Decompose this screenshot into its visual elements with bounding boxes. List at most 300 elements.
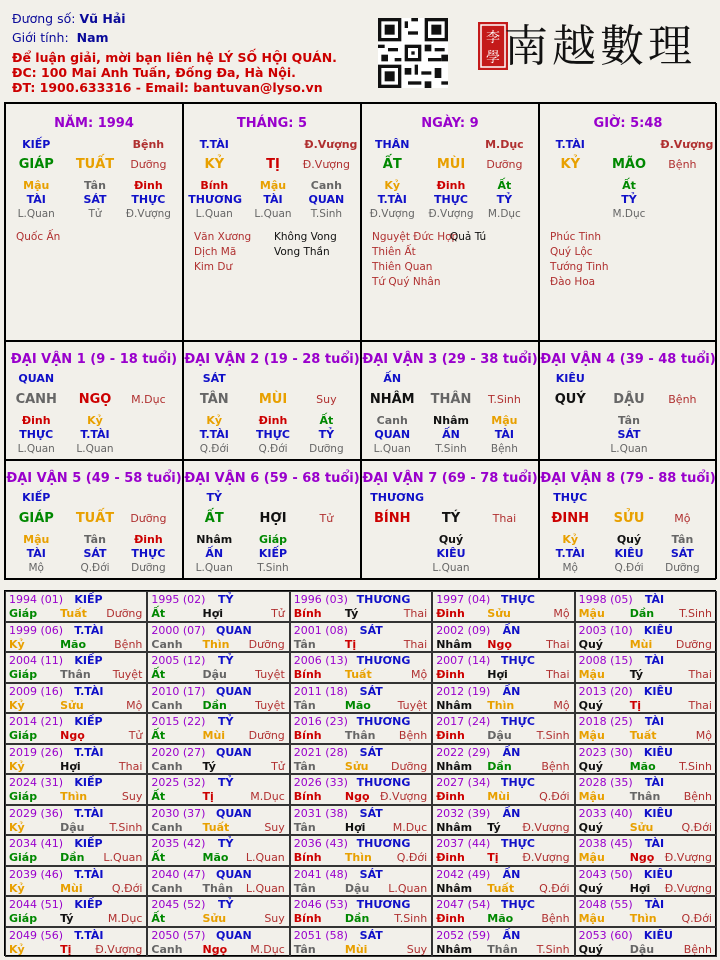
hidden-ten-god: T.TÀI bbox=[199, 428, 229, 441]
contact-line: Để luận giải, mời bạn liên hệ LÝ SỐ HỘI QUÁN. bbox=[12, 50, 337, 65]
year-cell[interactable] bbox=[147, 622, 289, 653]
year-cell[interactable] bbox=[432, 774, 574, 805]
year-stem: Kỷ bbox=[9, 759, 25, 773]
year-phase: Bệnh bbox=[683, 790, 712, 803]
year-ten-god: KIẾP bbox=[74, 837, 103, 850]
year-stem: Canh bbox=[151, 698, 183, 712]
year-phase: Đ.Vượng bbox=[95, 942, 143, 956]
ten-god-label: KIÊU bbox=[555, 372, 585, 385]
year-cell[interactable] bbox=[432, 866, 574, 897]
year-ten-god: THỰC bbox=[500, 654, 535, 667]
year-stem: Quý bbox=[578, 942, 603, 956]
year-cell[interactable] bbox=[432, 835, 574, 866]
year-cell[interactable] bbox=[147, 713, 289, 744]
year-phase: Q.Đới bbox=[681, 912, 712, 925]
cell-title: ĐẠI VẬN 2 (19 - 28 tuổi) bbox=[184, 352, 360, 367]
hidden-ten-god: KIÊU bbox=[614, 547, 644, 560]
year-label: 2033 (40) bbox=[578, 806, 633, 820]
star-item: Phúc Tinh bbox=[550, 231, 602, 243]
year-cell[interactable] bbox=[147, 683, 289, 714]
year-cell[interactable] bbox=[5, 927, 147, 958]
year-branch: Tuất bbox=[202, 820, 230, 834]
hidden-ten-god: THƯƠNG bbox=[188, 193, 242, 206]
year-ten-god: KIÊU bbox=[643, 684, 673, 698]
dai-van-cell[interactable] bbox=[539, 341, 717, 460]
year-ten-god: TỶ bbox=[218, 654, 234, 667]
stars-left bbox=[194, 230, 251, 275]
year-label: 2036 (43) bbox=[293, 837, 348, 850]
year-phase: Thai bbox=[546, 668, 570, 681]
year-label: 2010 (17) bbox=[151, 684, 206, 698]
star-item: Vong Thần bbox=[274, 246, 330, 258]
hidden-phase: T.Sinh bbox=[310, 208, 343, 220]
year-branch: Dần bbox=[202, 698, 227, 712]
year-cell[interactable] bbox=[575, 927, 717, 958]
year-branch: Thân bbox=[344, 729, 376, 742]
year-cell[interactable] bbox=[5, 835, 147, 866]
year-branch: Ngọ bbox=[202, 942, 228, 956]
year-branch: Dậu bbox=[202, 668, 227, 681]
earthly-branch: THÂN bbox=[430, 392, 472, 407]
hidden-ten-god: ẤN bbox=[442, 428, 460, 441]
star-item: Tướng Tinh bbox=[550, 261, 609, 273]
year-phase: Đ.Vượng bbox=[664, 851, 712, 864]
dai-van-cell[interactable] bbox=[361, 341, 539, 460]
year-phase: Mộ bbox=[553, 607, 570, 620]
hidden-ten-god: KIẾP bbox=[258, 547, 288, 560]
year-stem: Ất bbox=[151, 668, 166, 681]
ten-god-label: KIẾP bbox=[22, 138, 51, 151]
year-ten-god: THỰC bbox=[500, 776, 535, 789]
year-branch: Hợi bbox=[60, 759, 81, 773]
year-cell[interactable] bbox=[290, 744, 432, 775]
year-ten-god: TÀI bbox=[644, 898, 665, 911]
hidden-ten-god: QUAN bbox=[374, 428, 411, 441]
year-ten-god: T.TÀI bbox=[74, 745, 104, 759]
year-stem: Đinh bbox=[436, 851, 465, 864]
year-ten-god: THƯƠNG bbox=[356, 898, 411, 911]
ten-god-label: ẤN bbox=[383, 372, 402, 385]
year-branch: Tị bbox=[202, 790, 214, 803]
year-cell[interactable] bbox=[290, 896, 432, 927]
life-phase: Bệnh bbox=[668, 158, 697, 171]
hidden-stem: Ất bbox=[319, 414, 334, 427]
year-cell[interactable] bbox=[575, 591, 717, 622]
year-cell[interactable] bbox=[5, 683, 147, 714]
dai-van-cell[interactable] bbox=[361, 460, 539, 579]
year-label: 2046 (53) bbox=[293, 898, 348, 911]
year-branch: Hợi bbox=[629, 881, 651, 895]
hidden-phase: Q.Đới bbox=[199, 443, 229, 455]
life-phase: Bệnh bbox=[668, 393, 697, 406]
stars-left bbox=[550, 230, 608, 290]
year-label: 2004 (11) bbox=[9, 654, 64, 667]
year-cell[interactable] bbox=[432, 683, 574, 714]
year-phase: Suy bbox=[264, 820, 285, 834]
hidden-ten-god: TỶ bbox=[318, 428, 335, 441]
year-phase: M.Dục bbox=[107, 912, 143, 925]
year-ten-god: T.TÀI bbox=[74, 806, 104, 820]
hidden-phase: M.Dục bbox=[487, 208, 521, 220]
year-phase: Suy bbox=[264, 912, 285, 925]
year-label: 2024 (31) bbox=[9, 776, 64, 789]
year-phase: Bệnh bbox=[114, 637, 143, 651]
year-stem: Đinh bbox=[436, 912, 465, 925]
year-branch: Ngọ bbox=[629, 851, 655, 864]
year-ten-god: KIẾP bbox=[74, 654, 103, 667]
year-ten-god: TỶ bbox=[218, 776, 234, 789]
year-branch: Mùi bbox=[487, 790, 510, 803]
year-ten-god: SÁT bbox=[359, 684, 383, 698]
year-stem: Giáp bbox=[9, 912, 38, 925]
hidden-stem: Canh bbox=[310, 179, 342, 192]
hidden-phase: L.Quan bbox=[17, 443, 55, 455]
year-ten-god: QUAN bbox=[216, 684, 252, 698]
hidden-ten-god: TỶ bbox=[496, 193, 513, 206]
heavenly-stem: TÂN bbox=[199, 392, 229, 407]
cell-title: NĂM: 1994 bbox=[54, 116, 134, 131]
hidden-phase: L.Quan bbox=[610, 443, 648, 455]
year-cell[interactable] bbox=[575, 622, 717, 653]
year-stem: Canh bbox=[151, 759, 183, 773]
year-ten-god: SÁT bbox=[359, 745, 383, 759]
year-ten-god: KIÊU bbox=[643, 867, 673, 881]
hidden-phase: Q.Đới bbox=[258, 443, 288, 455]
year-ten-god: TỶ bbox=[218, 837, 234, 850]
year-branch: Dần bbox=[60, 851, 85, 864]
year-phase: Q.Đới bbox=[111, 881, 143, 895]
year-cell[interactable] bbox=[5, 896, 147, 927]
dai-van-cell[interactable] bbox=[539, 460, 717, 579]
year-label: 2044 (51) bbox=[9, 898, 64, 911]
year-branch: Mão bbox=[629, 759, 656, 773]
hidden-stem: Kỷ bbox=[384, 179, 401, 192]
year-stem: Canh bbox=[151, 637, 183, 651]
year-cell[interactable] bbox=[5, 866, 147, 897]
year-stem: Bính bbox=[293, 912, 322, 925]
heavenly-stem: ẤT bbox=[382, 157, 402, 172]
year-branch: Tị bbox=[487, 851, 499, 864]
year-branch: Tý bbox=[629, 668, 644, 681]
year-cell[interactable] bbox=[432, 622, 574, 653]
year-phase: Tuyệt bbox=[112, 668, 143, 681]
year-cell[interactable] bbox=[575, 896, 717, 927]
year-branch: Tị bbox=[629, 698, 641, 712]
year-stem: Giáp bbox=[9, 851, 38, 864]
year-cell[interactable] bbox=[147, 591, 289, 622]
year-ten-god: THƯƠNG bbox=[356, 715, 411, 728]
year-stem: Nhâm bbox=[436, 881, 473, 895]
hidden-phase: L.Quan bbox=[373, 443, 411, 455]
star-item: Văn Xương bbox=[194, 231, 252, 243]
qr-code-icon[interactable] bbox=[378, 18, 448, 88]
year-stem: Quý bbox=[578, 881, 603, 895]
hidden-ten-god: T.TÀI bbox=[555, 547, 585, 560]
year-phase: T.Sinh bbox=[109, 820, 143, 834]
year-branch: Mão bbox=[344, 698, 371, 712]
year-phase: Đ.Vượng bbox=[522, 820, 570, 834]
year-cell[interactable] bbox=[147, 774, 289, 805]
year-phase: Tuyệt bbox=[255, 698, 285, 712]
life-phase: Dưỡng bbox=[130, 158, 167, 171]
year-ten-god: TỶ bbox=[218, 593, 234, 606]
year-cell[interactable] bbox=[575, 683, 717, 714]
year-stem: Đinh bbox=[436, 729, 465, 742]
year-cell[interactable] bbox=[147, 927, 289, 958]
year-stem: Quý bbox=[578, 637, 603, 651]
year-cell[interactable] bbox=[575, 805, 717, 836]
hidden-phase: Dưỡng bbox=[131, 562, 166, 574]
star-item: Thiên Quan bbox=[372, 261, 433, 273]
year-branch: Dậu bbox=[344, 881, 370, 895]
name-line: Đương số: Vũ Hải bbox=[12, 11, 126, 26]
year-cell[interactable] bbox=[432, 713, 574, 744]
year-branch: Sửu bbox=[629, 820, 654, 834]
hidden-stem: Kỷ bbox=[87, 414, 103, 427]
year-label: 2013 (20) bbox=[578, 684, 633, 698]
year-phase: Dưỡng bbox=[391, 759, 428, 773]
hidden-ten-god: THỰC bbox=[434, 193, 468, 206]
year-stem: Kỷ bbox=[9, 820, 25, 834]
year-label: 2020 (27) bbox=[151, 745, 206, 759]
year-cell[interactable] bbox=[575, 774, 717, 805]
year-cell[interactable] bbox=[575, 866, 717, 897]
year-phase: T.Sinh bbox=[536, 942, 570, 956]
year-cell[interactable] bbox=[575, 835, 717, 866]
year-phase: Tử bbox=[271, 607, 285, 620]
earthly-branch: SỬU bbox=[613, 511, 645, 526]
hidden-ten-god: ẤN bbox=[205, 547, 224, 560]
year-cell[interactable] bbox=[290, 866, 432, 897]
year-phase: T.Sinh bbox=[679, 759, 712, 773]
hidden-phase: Dưỡng bbox=[309, 443, 344, 455]
year-label: 1997 (04) bbox=[436, 593, 491, 606]
year-cell[interactable] bbox=[5, 774, 147, 805]
year-cell[interactable] bbox=[432, 927, 574, 958]
year-phase: Mộ bbox=[126, 698, 143, 712]
year-phase: Tuyệt bbox=[397, 698, 428, 712]
year-stem: Kỷ bbox=[9, 698, 25, 712]
year-label: 2045 (52) bbox=[151, 898, 206, 911]
life-phase: Đ.Vượng bbox=[302, 158, 350, 171]
year-cell[interactable] bbox=[290, 713, 432, 744]
hidden-stem: Mậu bbox=[23, 533, 50, 546]
year-cell[interactable] bbox=[432, 652, 574, 683]
year-label: 2023 (30) bbox=[578, 745, 633, 759]
year-cell[interactable] bbox=[5, 591, 147, 622]
year-branch: Mão bbox=[487, 912, 514, 925]
year-cell[interactable] bbox=[575, 744, 717, 775]
year-ten-god: ẤN bbox=[502, 745, 521, 759]
year-cell[interactable] bbox=[290, 805, 432, 836]
year-phase: Thai bbox=[688, 698, 712, 712]
year-ten-god: SÁT bbox=[359, 623, 383, 637]
cell-title: ĐẠI VẬN 8 (79 - 88 tuổi) bbox=[540, 471, 716, 486]
hidden-phase: Mộ bbox=[562, 562, 578, 574]
year-label: 2007 (14) bbox=[436, 654, 491, 667]
life-phase: Thai bbox=[492, 512, 517, 525]
year-phase: Tử bbox=[271, 759, 285, 773]
year-phase: L.Quan bbox=[103, 851, 143, 864]
year-cell[interactable] bbox=[5, 622, 147, 653]
year-cell[interactable] bbox=[5, 713, 147, 744]
hidden-ten-god: THỰC bbox=[131, 547, 166, 560]
hidden-ten-god: TÀI bbox=[263, 193, 283, 206]
year-cell[interactable] bbox=[147, 896, 289, 927]
year-branch: Mùi bbox=[629, 637, 653, 651]
year-cell[interactable] bbox=[290, 774, 432, 805]
year-phase: T.Sinh bbox=[679, 607, 712, 620]
heavenly-stem: QUÝ bbox=[554, 392, 586, 407]
year-label: 2006 (13) bbox=[293, 654, 348, 667]
hidden-ten-god: T.TÀI bbox=[80, 428, 110, 441]
year-cell[interactable] bbox=[147, 866, 289, 897]
logo bbox=[474, 6, 714, 76]
ten-god-label: Đ.Vượng bbox=[304, 138, 358, 151]
star-item: Quý Lộc bbox=[550, 246, 593, 258]
year-cell[interactable] bbox=[432, 591, 574, 622]
year-ten-god: KIẾP bbox=[74, 593, 103, 606]
year-cell[interactable] bbox=[147, 805, 289, 836]
year-cell[interactable] bbox=[290, 622, 432, 653]
hidden-phase: Mộ bbox=[28, 562, 44, 574]
year-label: 2015 (22) bbox=[151, 715, 206, 728]
year-stem: Đinh bbox=[436, 790, 465, 803]
year-label: 2009 (16) bbox=[9, 684, 64, 698]
hidden-stem: Quý bbox=[616, 533, 642, 546]
hidden-stem: Đinh bbox=[258, 414, 288, 427]
year-label: 2052 (59) bbox=[436, 928, 491, 942]
ten-god-label: SÁT bbox=[202, 372, 226, 385]
year-stem: Mậu bbox=[578, 851, 605, 864]
year-label: 2026 (33) bbox=[293, 776, 348, 789]
pillar-cell bbox=[5, 103, 183, 341]
hidden-phase: L.Quan bbox=[17, 208, 55, 220]
year-label: 2048 (55) bbox=[578, 898, 633, 911]
year-ten-god: KIẾP bbox=[74, 715, 103, 728]
year-label: 1998 (05) bbox=[578, 593, 633, 606]
hidden-stem: Mậu bbox=[23, 179, 50, 192]
heavenly-stem: NHÂM bbox=[369, 392, 415, 407]
year-ten-god: TÀI bbox=[644, 715, 665, 728]
hidden-ten-god: QUAN bbox=[308, 193, 345, 206]
year-cell[interactable] bbox=[290, 591, 432, 622]
year-phase: Q.Đới bbox=[396, 851, 428, 864]
hidden-stem: Giáp bbox=[258, 533, 288, 546]
hidden-stem: Đinh bbox=[134, 533, 163, 546]
year-ten-god: ẤN bbox=[502, 806, 521, 820]
ten-god-label: Đ.Vượng bbox=[660, 138, 714, 151]
life-phase: Dưỡng bbox=[130, 512, 167, 525]
year-phase: T.Sinh bbox=[394, 912, 428, 925]
cell-title: ĐẠI VẬN 4 (39 - 48 tuổi) bbox=[540, 352, 716, 367]
life-phase: M.Dục bbox=[131, 393, 166, 406]
year-label: 1999 (06) bbox=[9, 623, 64, 637]
year-label: 2049 (56) bbox=[9, 928, 64, 942]
heavenly-stem: GIÁP bbox=[18, 157, 54, 172]
heavenly-stem: BÍNH bbox=[373, 511, 411, 526]
year-cell[interactable] bbox=[5, 744, 147, 775]
year-ten-god: TÀI bbox=[644, 837, 665, 850]
earthly-branch: HỢI bbox=[259, 511, 287, 526]
ten-god-label: THÂN bbox=[375, 138, 410, 151]
year-cell[interactable] bbox=[575, 713, 717, 744]
stars-left bbox=[372, 230, 458, 290]
year-branch: Thân bbox=[60, 668, 91, 681]
year-label: 2016 (23) bbox=[293, 715, 348, 728]
year-cell[interactable] bbox=[5, 652, 147, 683]
earthly-branch: TÝ bbox=[441, 511, 461, 526]
chart-grid bbox=[4, 102, 716, 580]
gender-line: Giới tính: Nam bbox=[12, 30, 109, 45]
year-label: 2021 (28) bbox=[293, 745, 348, 759]
year-cell[interactable] bbox=[147, 835, 289, 866]
hidden-stem: Kỷ bbox=[206, 414, 223, 427]
hidden-phase: L.Quan bbox=[195, 208, 233, 220]
year-branch: Hợi bbox=[344, 820, 366, 834]
year-ten-god: KIÊU bbox=[643, 928, 673, 942]
year-cell[interactable] bbox=[147, 652, 289, 683]
year-cell[interactable] bbox=[290, 652, 432, 683]
year-ten-god: THỰC bbox=[500, 898, 535, 911]
year-cell[interactable] bbox=[290, 927, 432, 958]
year-cell[interactable] bbox=[290, 835, 432, 866]
year-stem: Quý bbox=[578, 698, 603, 712]
year-ten-god: THƯƠNG bbox=[356, 593, 411, 606]
year-ten-god: KIÊU bbox=[643, 623, 673, 637]
year-stem: Bính bbox=[293, 729, 322, 742]
year-stem: Ất bbox=[151, 607, 166, 620]
year-ten-god: KIẾP bbox=[74, 898, 103, 911]
year-phase: Tử bbox=[128, 729, 143, 742]
year-cell[interactable] bbox=[575, 652, 717, 683]
year-ten-god: QUAN bbox=[216, 806, 252, 820]
year-phase: Đ.Vượng bbox=[522, 851, 570, 864]
year-cell[interactable] bbox=[432, 805, 574, 836]
year-cell[interactable] bbox=[147, 744, 289, 775]
year-stem: Giáp bbox=[9, 729, 38, 742]
heavenly-stem: GIÁP bbox=[18, 511, 54, 526]
hidden-stem: Đinh bbox=[436, 179, 466, 192]
year-label: 2025 (32) bbox=[151, 776, 206, 789]
year-stem: Tân bbox=[293, 820, 316, 834]
hidden-stem: Mậu bbox=[491, 414, 518, 427]
dai-van-cell[interactable] bbox=[183, 460, 361, 579]
year-phase: Suy bbox=[121, 790, 143, 803]
year-cell[interactable] bbox=[290, 683, 432, 714]
hidden-stem: Ất bbox=[497, 179, 512, 192]
earthly-branch: TỊ bbox=[266, 157, 280, 172]
year-ten-god: SÁT bbox=[359, 806, 383, 820]
year-phase: M.Dục bbox=[250, 942, 285, 956]
year-stem: Bính bbox=[293, 851, 322, 864]
ten-god-label: TỶ bbox=[206, 491, 222, 504]
year-stem: Nhâm bbox=[436, 637, 473, 651]
year-cell[interactable] bbox=[432, 744, 574, 775]
hidden-stem: Tân bbox=[671, 533, 694, 546]
dai-van-cell[interactable] bbox=[5, 341, 183, 460]
dai-van-cell[interactable] bbox=[183, 341, 361, 460]
year-ten-god: SÁT bbox=[359, 928, 383, 942]
star-item: Không Vong bbox=[274, 231, 337, 243]
year-cell[interactable] bbox=[432, 896, 574, 927]
year-branch: Tuất bbox=[487, 881, 515, 895]
hidden-stem: Tân bbox=[84, 179, 106, 192]
year-cell[interactable] bbox=[5, 805, 147, 836]
year-phase: Bệnh bbox=[398, 729, 428, 742]
dai-van-cell[interactable] bbox=[5, 460, 183, 579]
life-phase: T.Sinh bbox=[487, 393, 521, 406]
